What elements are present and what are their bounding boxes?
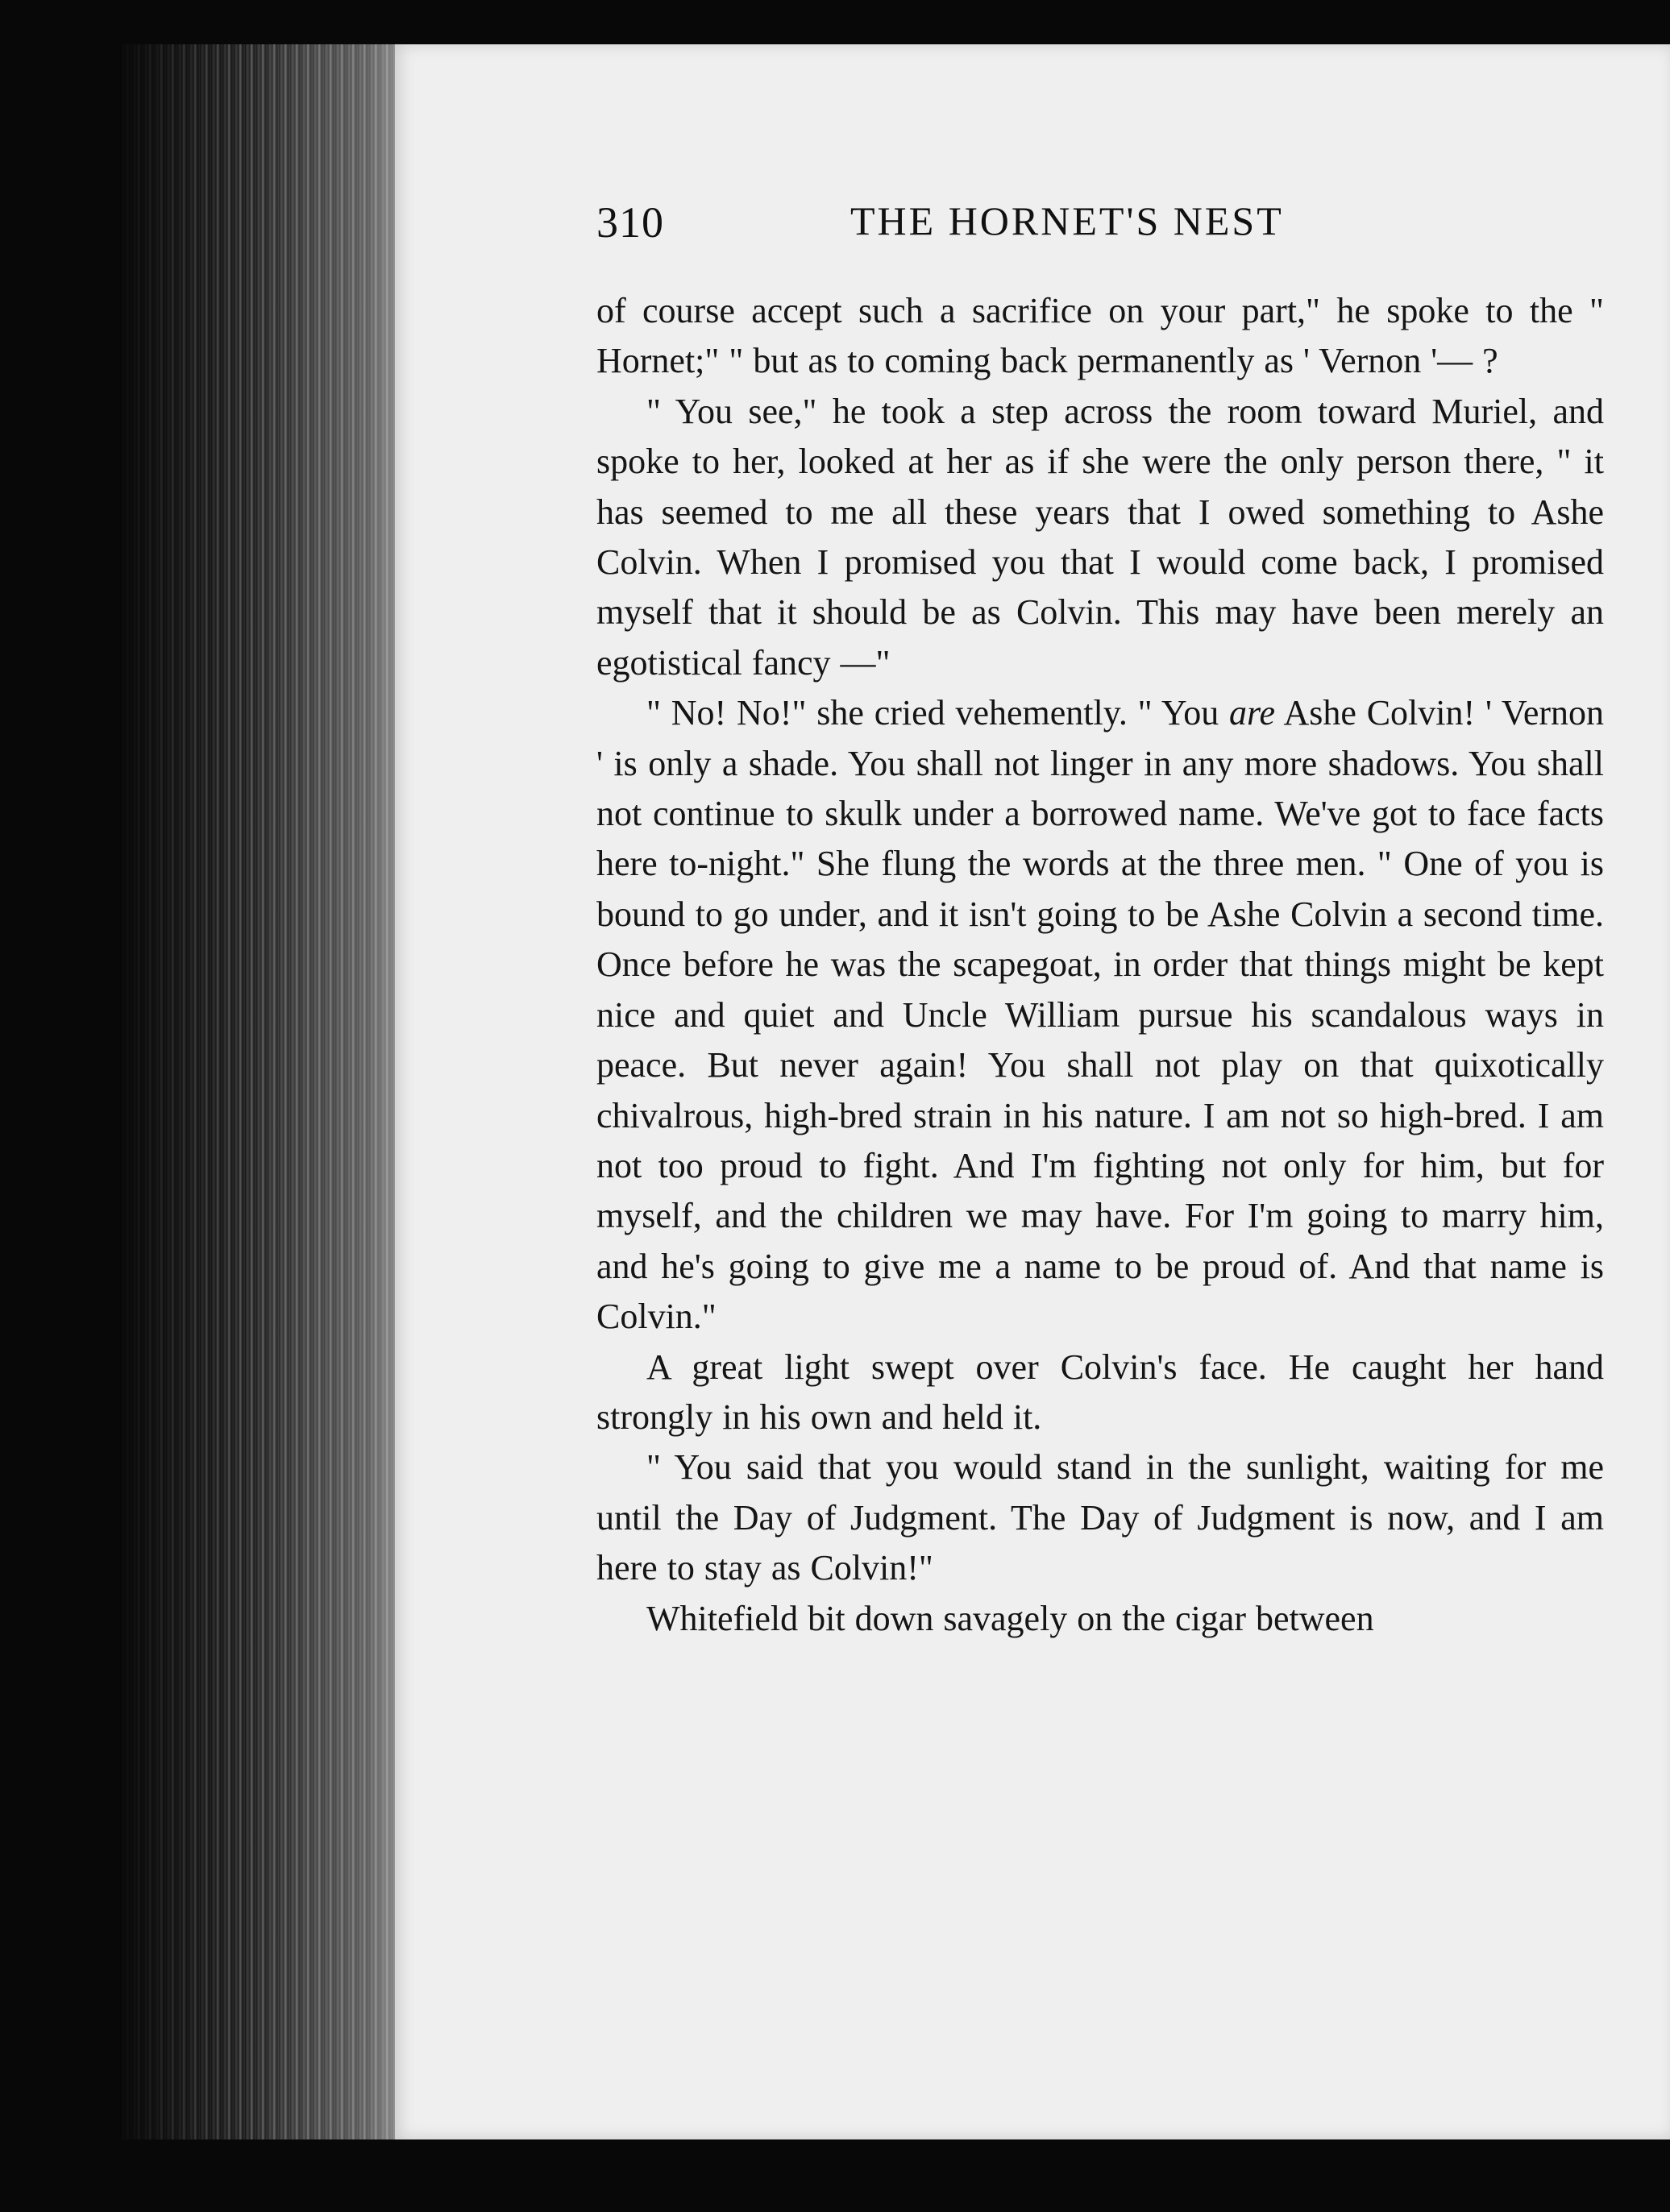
paragraph bbox=[596, 688, 1604, 1342]
book-page-edges bbox=[121, 44, 399, 2139]
paragraph: of course accept such a sacrifice on your part," he spoke to the " Hornet;" " but as to coming back permanently as ' Vernon '— ? bbox=[596, 291, 1604, 381]
page-number: 310 bbox=[596, 198, 664, 247]
paragraph-text: Ashe Colvin! ' Vernon ' is only a shade. You shall not linger in any more shadows. You shall not continue to skulk under a borrowed name. We've got to face facts here to-night." She flung the words at the three men. " One of you is bound to go under, and it isn't going to be Ashe Colvin a second time. Once before he was the scapegoat, in order that things might be kept nice and quiet and Uncle William pursue his scandalous ways in peace. But never again! You shall not play on that quixotically chivalrous, high-bred strain in his nature. I am not so high-bred. I am not too proud to fight. And I'm fighting not only for him, but for myself, and the children we may have. For I'm going to marry him, and he's going to give me a name to be proud of. And that name is Colvin." bbox=[596, 693, 1605, 1337]
book-page bbox=[395, 44, 1670, 2139]
paragraph-text: " No! No!" she cried vehemently. " You bbox=[646, 693, 1230, 733]
paragraph: " You said that you would stand in the sunlight, waiting for me until the Day of Judgment. The Day of Judgment is now, and I am here to stay as Colvin!" bbox=[596, 1447, 1604, 1588]
paragraph: Whitefield bit down savagely on the cigar between bbox=[646, 1598, 1374, 1638]
italic-emphasis: are bbox=[1229, 693, 1276, 733]
running-head: THE HORNET'S NEST bbox=[850, 198, 1284, 243]
paragraph: A great light swept over Colvin's face. He caught her hand strongly in his own and held it. bbox=[596, 1347, 1604, 1437]
page-header bbox=[596, 197, 1604, 270]
paragraph: " You see," he took a step across the room toward Muriel, and spoke to her, looked at her as if she were the only person there, " it has seemed to me all these years that I owed something to Ashe Colvin. When I promised you that I would come back, I promised myself that it should be as Colvin. This may have been merely an egotistical fancy —" bbox=[596, 391, 1604, 683]
body-text bbox=[596, 286, 1604, 1644]
